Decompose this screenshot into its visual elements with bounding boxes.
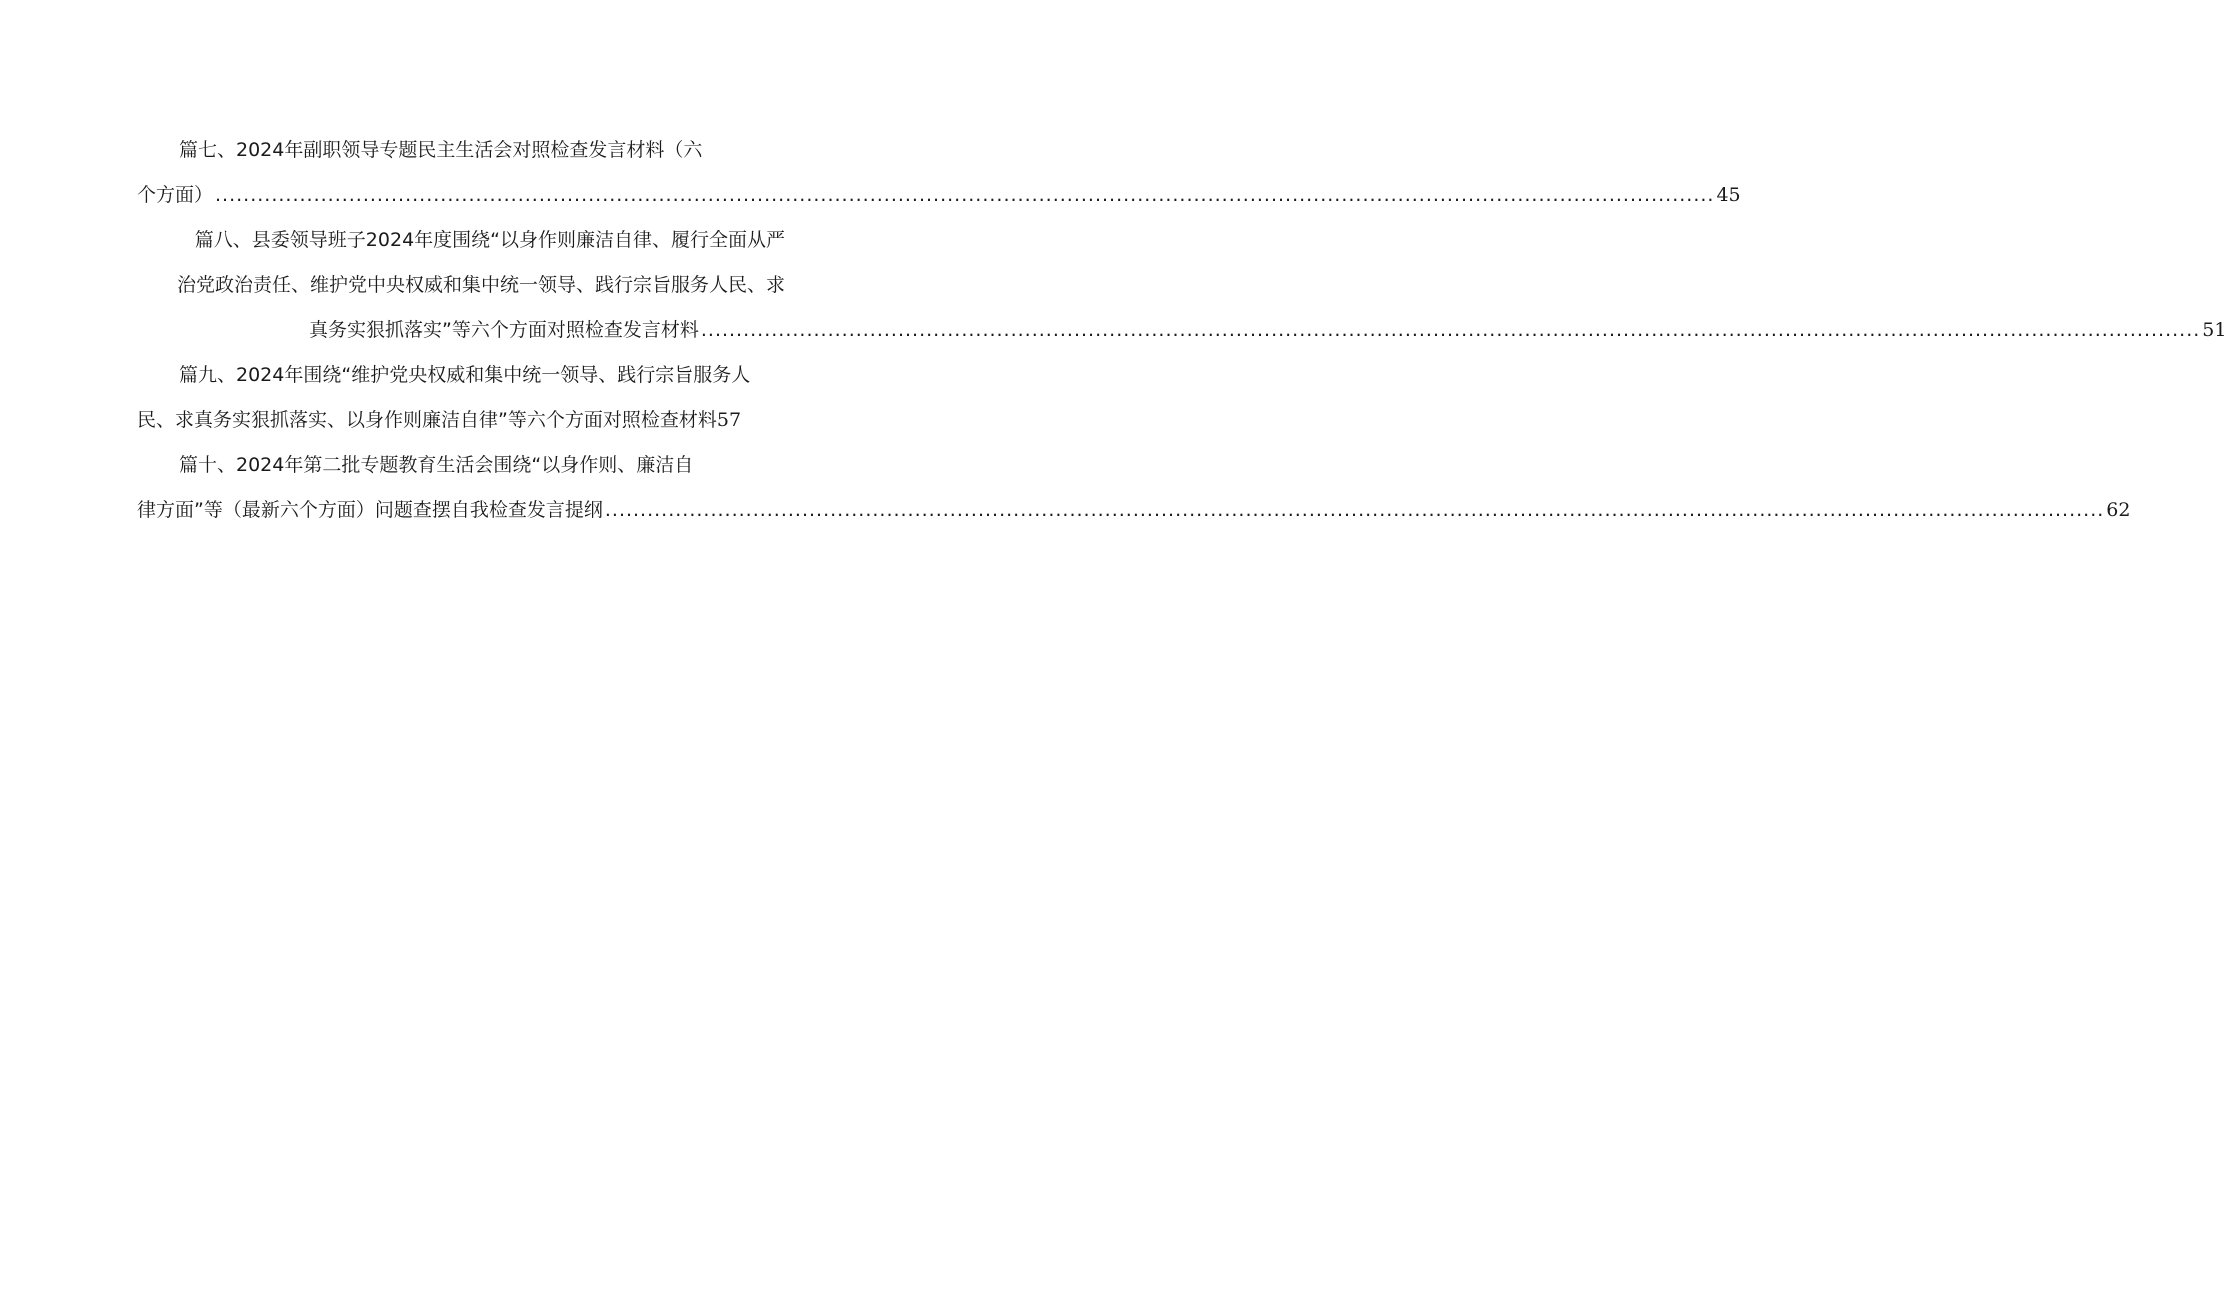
toc-entry-title-line: 篇十、2024年第二批专题教育生活会围绕“以身作则、廉洁自 xyxy=(179,454,694,476)
dot-leader: ..................................................................................................................................................................................................................... xyxy=(604,499,2105,521)
toc-entry-title-line: 律方面”等（最新六个方面）问题查摆自我检查发言提纲 xyxy=(137,499,603,521)
page-number: 45 xyxy=(1716,184,1741,206)
toc-entry-last-line xyxy=(137,308,2226,353)
toc-entry-title-line: 个方面） xyxy=(137,184,214,206)
toc-entry-9[interactable] xyxy=(137,353,785,443)
page-number: 51 xyxy=(2202,319,2226,341)
page-number: 57 xyxy=(716,409,742,431)
toc-entry-title-line: 真务实狠抓落实”等六个方面对照检查发言材料 xyxy=(309,319,699,341)
dot-leader: ..................................................................................................................................................................................................................... xyxy=(700,319,2201,341)
toc-entry-title-line: 民、求真务实狠抓落实、以身作则廉洁自律”等六个方面对照检查材料 xyxy=(137,409,717,431)
toc-entry-title-line: 篇七、2024年副职领导专题民主生活会对照检查发言材料（六 xyxy=(179,139,703,161)
table-of-contents xyxy=(137,128,2226,533)
toc-entry-last-line xyxy=(137,398,785,443)
dot-leader: ..................................................................................................................................................................................................................... xyxy=(215,184,1715,206)
toc-entry-last-line xyxy=(137,173,1741,218)
toc-entry-title-line: 篇八、县委领导班子2024年度围绕“以身作则廉洁自律、履行全面从严 xyxy=(194,229,785,251)
toc-entry-title-line: 治党政治责任、维护党中央权威和集中统一领导、践行宗旨服务人民、求 xyxy=(176,274,785,296)
toc-entry-10[interactable] xyxy=(137,443,2131,533)
toc-entry-8[interactable] xyxy=(137,218,2226,353)
toc-entry-title-line: 篇九、2024年围绕“维护党央权威和集中统一领导、践行宗旨服务人 xyxy=(179,364,751,386)
toc-entry-7[interactable] xyxy=(137,128,1741,218)
toc-entry-last-line xyxy=(137,488,2131,533)
page-number: 62 xyxy=(2106,499,2131,521)
